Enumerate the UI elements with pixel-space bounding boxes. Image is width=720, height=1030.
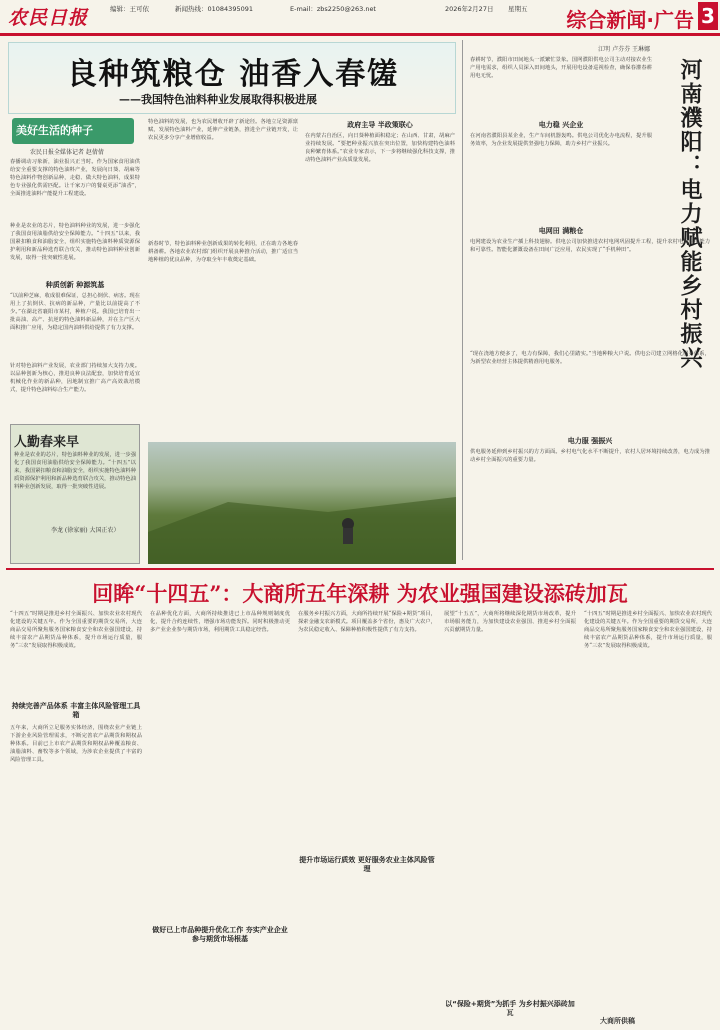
hotline: 新闻热线：01084395091 <box>175 5 253 13</box>
main-body-2: 种业是农业的芯片，特色油料种业的发展，进一步强化了我国食用油脂供给安全保障能力。“十四五”以来，我国紧扣粮食和油脂安全，组织实施特色油料种质资源保护利用和新品种选育联合攻关，推动特色油料种业创新发展，取得一批突破性进展。 <box>10 223 140 262</box>
lower-sub-4: 以“保险+期货”为抓手 为乡村振兴添砖加瓦 <box>445 1000 575 1017</box>
main-headline-box <box>8 42 456 114</box>
side-vertical-title: 河南濮阳：电力赋能乡村振兴 <box>677 58 703 370</box>
side-body-5: 供电服务延伸到乡村振兴的方方面面。乡村电气化水平不断提升，农村人居环境持续改善，电力成为推动乡村全面振兴的重要力量。 <box>470 449 710 464</box>
lower-body-4: 在服务乡村振兴方面，大商所持续开展“保险+期货”项目，探索金融支农新模式。项目覆盖多个省份，惠及广大农户，为农民稳定收入、保障种植积极性提供了有力支持。 <box>298 611 436 634</box>
field-photo <box>148 442 456 564</box>
side-body-2: 在河南省濮阳县某企业，生产车间机器轰鸣。供电公司优化办电流程，提升服务效率，为企业发展提供坚强电力保障，助力乡村产业振兴。 <box>470 133 652 148</box>
side-sub-3: 电力服 强振兴 <box>567 437 613 445</box>
main-headline: 良种筑粮仓 油香入春馐 <box>66 57 400 92</box>
lower-body-1: “十四五”时期是推进乡村全面振兴、加快农业农村现代化建设的关键五年。作为全国重要的期货交易所，大连商品交易所聚焦服务国家粮食安全和农业强国建设，持续丰富农产品期货品种体系，提升市场运行质量，服务“三农”发展取得积极成效。 <box>10 611 142 650</box>
editor: 编辑：王可依 <box>110 5 149 13</box>
side-sub-2: 电网田 满粮仓 <box>538 227 584 235</box>
main-subheadline: ——我国特色油料种业发展取得积极进展 <box>119 93 317 106</box>
section-divider <box>6 568 714 570</box>
lower-body-2: 五年来，大商所立足服务实体经济，围绕农业产业链上下游企业风险管理需求，不断完善农产品期货和期权品种体系。目前已上市农产品期货和期权品种覆盖粮食、油脂油料、畜牧等多个领域，为涉农企业提供了丰富的风险管理工具。 <box>10 725 142 764</box>
side-sub-1: 电力稳 兴企业 <box>538 121 584 129</box>
masthead: 农民日报 <box>8 7 89 29</box>
lower-sub-3: 提升市场运行质效 更好服务农业主体风险管理 <box>299 856 435 873</box>
side-dateline: 江明 卢芬芬 王琳娜 <box>598 46 650 53</box>
column-divider <box>462 40 463 560</box>
lower-body-5: 展望“十五五”，大商所将继续深化期货市场改革，提升市场服务能力，为加快建设农业强国、推进乡村全面振兴贡献期货力量。 <box>444 611 576 634</box>
sub-heading-1: 种质创新 种源筑基 <box>45 281 105 289</box>
side-body-4: “现在浇地方便多了，电力有保障，我们心里踏实。”当地种粮大户说。供电公司建立网格化服务体系，为新型农业经营主体提供精准用电服务。 <box>470 351 710 366</box>
column-logo-text: 美好生活的种子 <box>16 124 93 137</box>
footer-credit: 大商所供稿 <box>600 1016 635 1025</box>
lower-body-3: 在品种优化方面，大商所持续推进已上市品种规则制度优化，提升合约连续性，增强市场功能发挥。同时积极推动更多产业企业参与期货市场，利用期货工具稳定经营。 <box>150 611 290 634</box>
byline: 农民日报全媒体记者 赵倩倩 <box>30 149 104 156</box>
main-body-3: “以前种芝麻，收成很难保证，总担心倒伏、病害。现在用上了抗倒伏、抗病的新品种，产量比以前提高了不少。”在湖北省襄阳市某村，种植户说。我国已培育出一批高油、高产、抗逆的特色油料新品种，并在主产区大面积推广应用，为稳定国内油料供给提供了有力支撑。 <box>10 293 140 332</box>
date: 2026年2月27日 <box>445 5 494 13</box>
main-body-4: 针对特色油料产业发展，农业部门持续加大支持力度。以品种创新为核心，推进良种良法配套，加快培育适宜机械化作业的新品种，因地制宜推广高产高效栽培模式，提升特色油料综合生产能力。 <box>10 363 140 394</box>
weekday: 星期五 <box>508 5 528 13</box>
email: E-mail：zbs2250@263.net <box>290 5 376 13</box>
section-title: 综合新闻·广告 <box>566 8 694 32</box>
main-body-5: 特色油料的发展，也为农民增收开辟了新途径。各地立足资源禀赋，发展特色油料产业，延伸产业链条，推进全产业链开发，让农民更多分享产业增值收益。 <box>148 119 298 142</box>
lower-headline: 回眸“十四五”：大商所五年深耕 为农业强国建设添砖加瓦 <box>92 581 628 606</box>
page-number: 3 <box>698 2 718 30</box>
page-header <box>0 0 720 36</box>
photo-credit: 李龙 (徐家丽) 大国正农） <box>51 527 120 534</box>
lower-body-6: “十四五”时期是推进乡村全面振兴、加快农业农村现代化建设的关键五年。作为全国重要的期货交易所，大连商品交易所聚焦服务国家粮食安全和农业强国建设，持续丰富农产品期货品种体系，提升市场运行质量，服务“三农”发展取得积极成效。 <box>584 611 712 650</box>
photo-caption-title: 人勤春来早 <box>14 435 80 450</box>
side-body-1: 春耕时节，濮阳市田间地头一派繁忙景象。国网濮阳供电公司主动对接农业生产用电需求，组织人员深入田间地头，开展用电设备巡视检查，确保春灌春耕用电无忧。 <box>470 57 652 80</box>
lower-sub-1: 持续完善产品体系 丰富主体风险管理工具箱 <box>11 702 141 719</box>
sub-heading-2: 政府主导 半政策联心 <box>347 121 413 129</box>
photo-caption-text: 种业是农业的芯片，特色油料种业的发展，进一步强化了我国食用油脂供给安全保障能力。“十四五”以来，我国紧扣粮食和油脂安全，组织实施特色油料种质资源保护利用和新品种选育联合攻关，推动特色油料种业创新发展，取得一批突破性进展。 <box>14 452 136 491</box>
field-photo-art <box>148 442 456 564</box>
column-logo <box>12 118 134 144</box>
lower-sub-2: 做好已上市品种提升优化工作 夯实产业企业参与期货市场根基 <box>152 926 288 943</box>
field-photo-box <box>10 424 140 564</box>
main-body-7: 在内蒙古自治区，向日葵种植面积稳定；在山西、甘肃，胡麻产业持续发展。“要把种业振兴放在突出位置，加快构建特色油料良种繁育体系。”农业专家表示，下一步将继续强化科技支撑，推动特色油料产业高质量发展。 <box>305 133 455 164</box>
main-body-1: 春播调动习象新，油业报兴正当时。作为国家食用油供给安全重要支撑的特色油料产业，发展向日葵、胡麻等特色油料作物创新品种，走稳、做大特色油料，成果特色专业强化供需匹配。让千家万户的餐桌更添“油香”，全面推进油料产能提升工程建设。 <box>10 159 140 198</box>
main-body-6: 新春时节，特色油料种业创新成果的转化利用，正在助力各地春耕备耕。各地农业农村部门组织开展良种推介活动，推广适宜当地种植的优良品种，为夺取全年丰收奠定基础。 <box>148 241 298 264</box>
side-body-3: 电网建设为农业生产插上科技翅膀。供电公司加快推进农村电网巩固提升工程，提升农村电网供电能力和可靠性。智能化灌溉设备在田间广泛应用，农民实现了“手机种田”。 <box>470 239 710 254</box>
